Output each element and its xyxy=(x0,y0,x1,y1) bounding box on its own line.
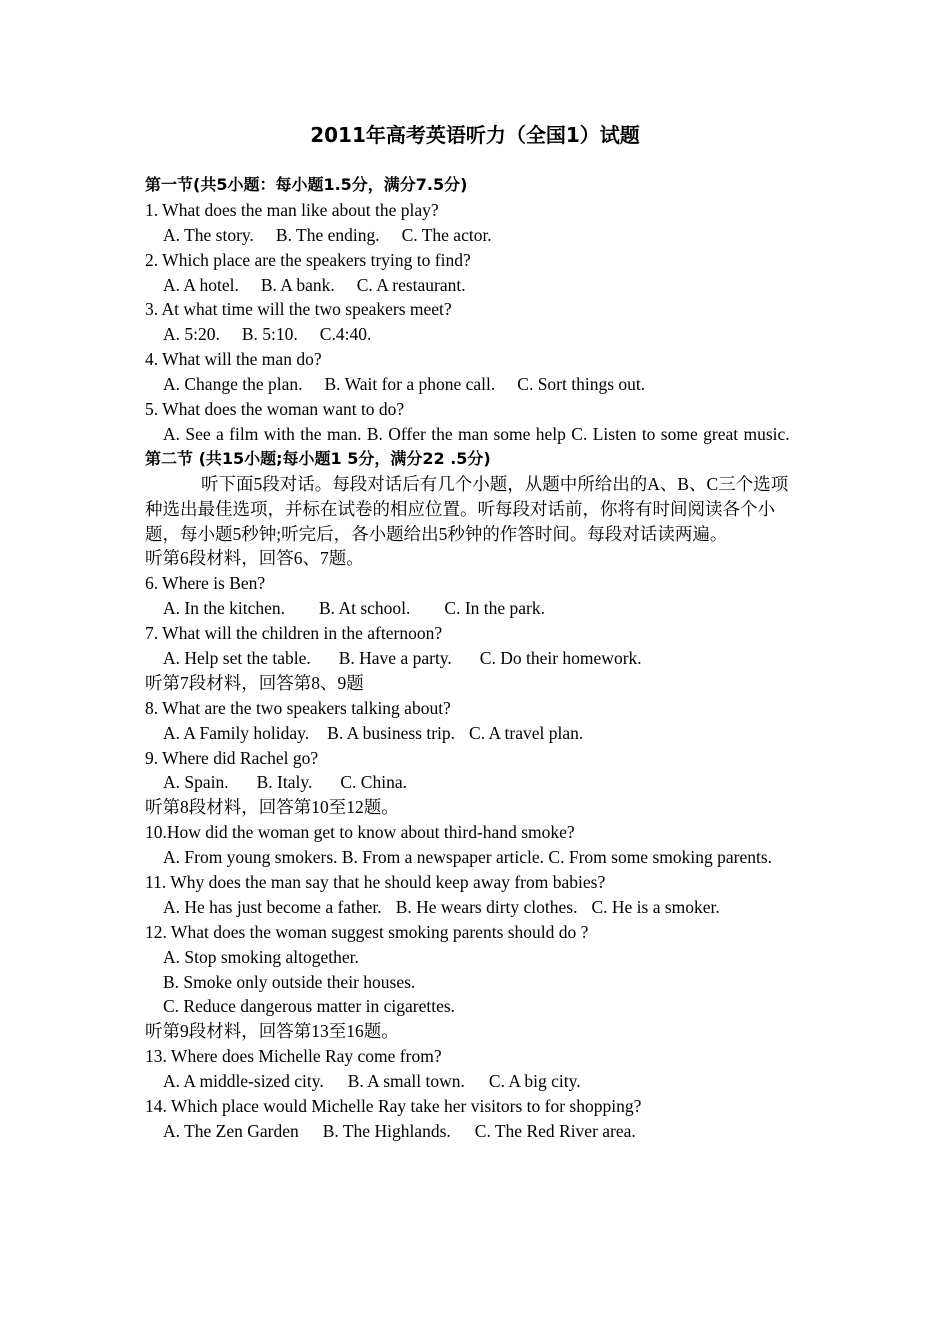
question: 10.How did the woman get to know about third-hand smoke? xyxy=(145,822,575,843)
options-row xyxy=(145,721,805,746)
options-row xyxy=(145,596,805,621)
option: B. Wait for a phone call. xyxy=(324,374,496,395)
question: 5. What does the woman want to do? xyxy=(145,399,405,420)
question: 12. What does the woman suggest smoking parents should do ? xyxy=(145,921,589,942)
option: A. Stop smoking altogether. xyxy=(163,946,359,967)
question: 8. What are the two speakers talking about? xyxy=(145,697,451,718)
option: B. A business trip. xyxy=(327,722,456,743)
option: A. A Family holiday. xyxy=(163,722,310,743)
option: C. He is a smoker. xyxy=(591,896,720,917)
section1-heading: 第一节(共5小题：每小题1.5分，满分7.5分) xyxy=(145,175,468,194)
option: C. Sort things out. xyxy=(517,374,646,395)
option: A. He has just become a father. xyxy=(163,896,382,917)
options-row xyxy=(145,770,805,795)
option: B. Smoke only outside their houses. xyxy=(163,971,416,992)
options-row xyxy=(145,322,805,347)
options-row xyxy=(145,273,805,298)
question: 7. What will the children in the afternoon? xyxy=(145,623,443,644)
option: B. A small town. xyxy=(347,1071,465,1092)
options-row xyxy=(145,895,805,920)
section2-heading: 第二节 (共15小题;每小题1 5分，满分22 .5分) xyxy=(145,448,491,468)
page-title: 2011年高考英语听力（全国1）试题 xyxy=(310,123,640,147)
option: B. A bank. xyxy=(260,274,335,295)
options-row xyxy=(145,223,805,248)
options-row xyxy=(145,1119,805,1144)
exam-body xyxy=(145,173,805,1144)
option: C. In the park. xyxy=(444,598,545,619)
option: A. A middle-sized city. xyxy=(163,1071,324,1092)
option: C.4:40. xyxy=(319,324,372,345)
option: A. 5:20. xyxy=(163,324,220,345)
question: 3. At what time will the two speakers meet? xyxy=(145,299,452,320)
option: B. The Highlands. xyxy=(322,1120,451,1141)
option: A. Change the plan. xyxy=(163,374,303,395)
question: 11. Why does the man say that he should keep away from babies? xyxy=(145,872,606,893)
options-row xyxy=(145,372,805,397)
option: B. Italy. xyxy=(256,772,313,793)
options-row xyxy=(145,1069,805,1094)
question: 14. Which place would Michelle Ray take her visitors to for shopping? xyxy=(145,1096,642,1117)
question: 9. Where did Rachel go? xyxy=(145,747,319,768)
option: B. 5:10. xyxy=(241,324,298,345)
option: C. Reduce dangerous matter in cigarettes. xyxy=(163,996,456,1017)
question: 1. What does the man like about the play? xyxy=(145,199,439,220)
option: C. A big city. xyxy=(488,1071,581,1092)
instructions-paragraph: 听下面5段对话。每段对话后有几个小题，从题中所给出的A、B、C三个选项种选出最佳选项，并标在试卷的相应位置。听每段对话前，你将有时间阅读各个小题，每小题5秒钟;听完后，各小题给出5秒钟的作答时间。每段对话读两遍。 xyxy=(145,473,789,544)
option: C. China. xyxy=(340,772,407,793)
options-row xyxy=(145,646,805,671)
option: C. The actor. xyxy=(401,224,492,245)
group-label: 听第8段材料，回答第10至12题。 xyxy=(145,797,399,818)
group-label: 听第9段材料，回答第13至16题。 xyxy=(145,1021,399,1042)
option: A. The story. xyxy=(163,224,254,245)
option: A. Spain. xyxy=(163,772,229,793)
question: 2. Which place are the speakers trying to find? xyxy=(145,249,471,270)
group-label: 听第7段材料，回答第8、9题 xyxy=(145,672,364,693)
option: C. A travel plan. xyxy=(469,722,584,743)
question: 4. What will the man do? xyxy=(145,349,322,370)
option: B. Have a party. xyxy=(338,647,452,668)
question: 6. Where is Ben? xyxy=(145,573,266,594)
option: B. At school. xyxy=(318,598,411,619)
option: A. The Zen Garden xyxy=(163,1120,299,1141)
question: 13. Where does Michelle Ray come from? xyxy=(145,1046,442,1067)
option: B. The ending. xyxy=(275,224,380,245)
option: C. The Red River area. xyxy=(474,1120,636,1141)
options-row: A. From young smokers. B. From a newspaper article. C. From some smoking parents. xyxy=(163,847,773,868)
option: C. A restaurant. xyxy=(356,274,466,295)
group-label: 听第6段材料，回答6、7题。 xyxy=(145,548,364,569)
option: C. Do their homework. xyxy=(479,647,642,668)
option: B. He wears dirty clothes. xyxy=(395,896,578,917)
option: A. A hotel. xyxy=(163,274,239,295)
option: A. In the kitchen. xyxy=(163,598,285,619)
option: A. Help set the table. xyxy=(163,647,311,668)
options-row: A. See a film with the man. B. Offer the man some help C. Listen to some great music. xyxy=(163,423,790,444)
